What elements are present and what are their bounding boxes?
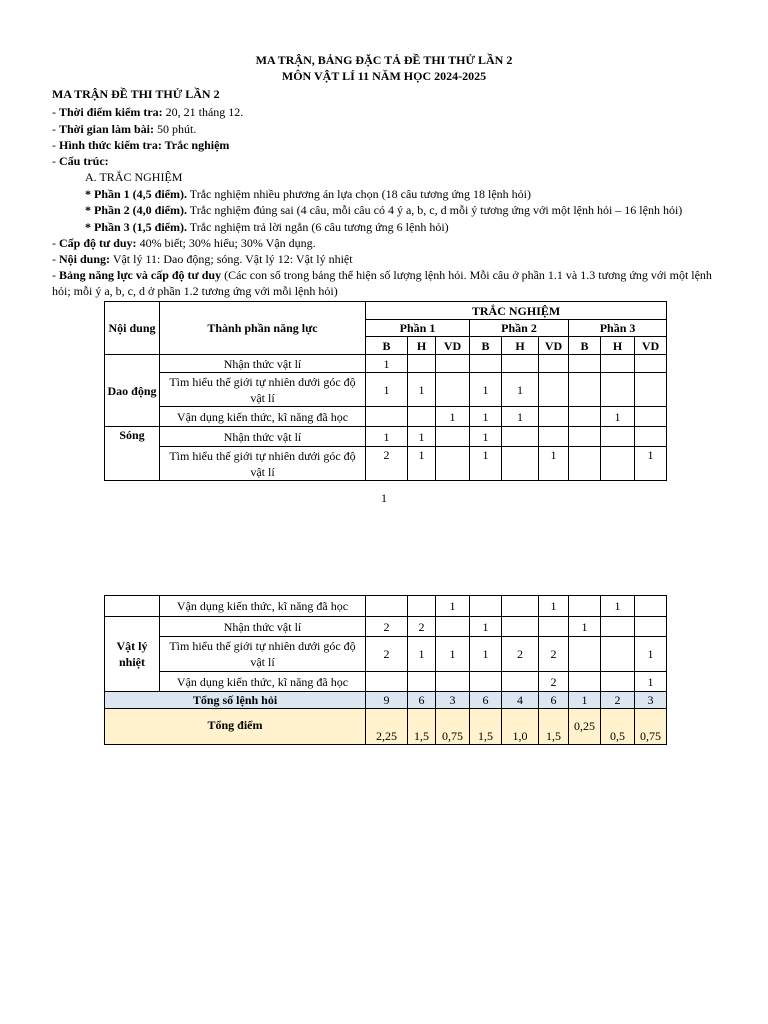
competency-label: Vận dụng kiến thức, kĩ năng đã học — [160, 672, 366, 692]
cell: 2 — [502, 637, 539, 672]
cell: 2 — [366, 617, 408, 637]
cell — [569, 355, 601, 373]
cell — [408, 407, 436, 427]
cell: 1 — [539, 596, 569, 617]
cell: 1 — [436, 596, 470, 617]
table-row — [105, 427, 667, 447]
sum-row — [105, 692, 667, 709]
header-phan1: Phần 1 — [366, 320, 470, 337]
sum-label: Tổng số lệnh hỏi — [105, 692, 366, 709]
cell — [601, 355, 635, 373]
cell: 1 — [408, 637, 436, 672]
topic-vatlynhiet: Vật lý nhiệt — [105, 617, 160, 692]
level-cell: H — [408, 337, 436, 355]
part-3: * Phần 3 (1,5 điểm). Trắc nghiệm trả lời ngắn (6 câu tương ứng 6 lệnh hỏi) — [85, 220, 449, 234]
sum-cell: 3 — [635, 692, 667, 709]
cell: 1 — [366, 355, 408, 373]
table-row — [105, 637, 667, 672]
level-cell: VD — [539, 337, 569, 355]
sum-cell: 1 — [569, 692, 601, 709]
total-cell: 1,0 — [502, 709, 539, 745]
cell: 2 — [366, 637, 408, 672]
level-cell: VD — [635, 337, 667, 355]
cell — [502, 672, 539, 692]
level-cell: B — [470, 337, 502, 355]
sum-cell: 6 — [408, 692, 436, 709]
level-cell: H — [502, 337, 539, 355]
header-tracnghiem: TRẮC NGHIỆM — [366, 302, 667, 320]
total-cell: 1,5 — [408, 709, 436, 745]
cell — [436, 447, 470, 481]
cell: 1 — [408, 427, 436, 447]
level-cell: B — [569, 337, 601, 355]
total-cell: 0,75 — [436, 709, 470, 745]
cell — [502, 355, 539, 373]
topic-song: Sóng — [105, 427, 160, 481]
cell: 2 — [539, 637, 569, 672]
header-phan2: Phần 2 — [470, 320, 569, 337]
matrix-table-part2 — [104, 595, 667, 745]
cell — [366, 407, 408, 427]
header-thanhphan: Thành phần năng lực — [160, 302, 366, 355]
sum-cell: 6 — [470, 692, 502, 709]
table-row — [105, 355, 667, 373]
competency-label: Nhận thức vật lí — [160, 355, 366, 373]
cell — [569, 637, 601, 672]
cell — [366, 672, 408, 692]
sum-cell: 6 — [539, 692, 569, 709]
competency-label: Nhận thức vật lí — [160, 427, 366, 447]
cell: 1 — [539, 447, 569, 481]
cell — [635, 427, 667, 447]
competency-label: Tìm hiểu thế giới tự nhiên dưới góc độ vật lí — [160, 447, 366, 481]
cell: 1 — [635, 447, 667, 481]
topic-daodong: Dao động — [105, 355, 160, 427]
cell: 1 — [436, 407, 470, 427]
cell — [635, 617, 667, 637]
cell: 1 — [408, 373, 436, 407]
total-label: Tổng điểm — [105, 709, 366, 745]
cell: 1 — [635, 637, 667, 672]
cell — [635, 407, 667, 427]
cell — [569, 373, 601, 407]
matrix-heading: MA TRẬN ĐỀ THI THỬ LẦN 2 — [52, 87, 220, 101]
thinking-level: - Cấp độ tư duy: 40% biết; 30% hiểu; 30% Vận dụng. — [52, 236, 316, 250]
page-number: 1 — [381, 491, 387, 505]
cell: 1 — [470, 637, 502, 672]
cell: 1 — [470, 617, 502, 637]
cell: 2 — [366, 447, 408, 481]
cell: 1 — [470, 427, 502, 447]
exam-time: - Thời điểm kiểm tra: 20, 21 tháng 12. — [52, 105, 244, 119]
cell — [436, 427, 470, 447]
cell — [569, 447, 601, 481]
doc-title-2: MÔN VẬT LÍ 11 NĂM HỌC 2024-2025 — [281, 69, 487, 83]
table-row — [105, 373, 667, 407]
level-cell: H — [601, 337, 635, 355]
total-cell: 0,25 — [569, 709, 601, 745]
total-cell: 0,5 — [601, 709, 635, 745]
competency-label: Tìm hiểu thế giới tự nhiên dưới góc độ vật lí — [160, 373, 366, 407]
cell — [408, 672, 436, 692]
matrix-table-part1 — [104, 301, 667, 481]
cell — [539, 407, 569, 427]
cell — [539, 617, 569, 637]
total-cell: 1,5 — [539, 709, 569, 745]
cell — [601, 427, 635, 447]
exam-form: - Hình thức kiểm tra: Trắc nghiệm — [52, 138, 230, 152]
level-cell: VD — [436, 337, 470, 355]
sum-cell: 9 — [366, 692, 408, 709]
cell — [502, 427, 539, 447]
section-a: A. TRẮC NGHIỆM — [85, 170, 183, 184]
cell — [366, 596, 408, 617]
competency-label: Nhận thức vật lí — [160, 617, 366, 637]
cell — [539, 355, 569, 373]
header-noidung: Nội dung — [105, 302, 160, 355]
cell — [569, 672, 601, 692]
exam-structure: - Cấu trúc: — [52, 154, 109, 168]
cell: 2 — [539, 672, 569, 692]
competency-label: Vận dụng kiến thức, kĩ năng đã học — [160, 407, 366, 427]
total-cell: 2,25 — [366, 709, 408, 745]
part-1: * Phần 1 (4,5 điểm). Trắc nghiệm nhiều phương án lựa chọn (18 câu tương ứng 18 lệnh hỏi) — [85, 187, 531, 201]
cell: 1 — [601, 596, 635, 617]
competency-label: Tìm hiểu thế giới tự nhiên dưới góc độ vật lí — [160, 637, 366, 672]
table-row — [105, 617, 667, 637]
exam-duration: - Thời gian làm bài: 50 phút. — [52, 122, 197, 136]
cell: 1 — [502, 373, 539, 407]
cell — [502, 596, 539, 617]
topic-empty — [105, 596, 160, 617]
table-row — [105, 672, 667, 692]
cell — [470, 596, 502, 617]
cell — [569, 407, 601, 427]
cell — [635, 596, 667, 617]
cell — [502, 617, 539, 637]
cell — [470, 672, 502, 692]
content: - Nội dung: Vật lý 11: Dao động; sóng. Vật lý 12: Vật lý nhiệt — [52, 252, 353, 266]
cell: 1 — [502, 407, 539, 427]
sum-cell: 3 — [436, 692, 470, 709]
sum-cell: 4 — [502, 692, 539, 709]
cell — [601, 637, 635, 672]
cell — [436, 617, 470, 637]
cell — [601, 672, 635, 692]
cell — [601, 617, 635, 637]
cell: 1 — [470, 373, 502, 407]
table-row — [105, 447, 667, 481]
cell — [635, 355, 667, 373]
doc-title-1: MA TRẬN, BẢNG ĐẶC TẢ ĐỀ THI THỬ LẦN 2 — [255, 53, 513, 67]
cell: 1 — [601, 407, 635, 427]
cell: 1 — [569, 617, 601, 637]
sum-cell: 2 — [601, 692, 635, 709]
cell — [601, 447, 635, 481]
cell: 1 — [470, 407, 502, 427]
cell: 1 — [470, 447, 502, 481]
cell — [502, 447, 539, 481]
cell: 1 — [635, 672, 667, 692]
part-2: * Phần 2 (4,0 điểm). Trắc nghiệm đúng sai (4 câu, mỗi câu có 4 ý a, b, c, d mỗi ý tương ứng với một lệnh hỏi – 16 lệnh hỏi) — [85, 203, 683, 217]
cell: 1 — [436, 637, 470, 672]
header-phan3: Phần 3 — [569, 320, 667, 337]
cell: 1 — [366, 427, 408, 447]
cell — [408, 596, 436, 617]
cell — [601, 373, 635, 407]
cell — [539, 427, 569, 447]
cell — [470, 355, 502, 373]
cell — [436, 355, 470, 373]
table-row — [105, 407, 667, 427]
cell — [569, 596, 601, 617]
cell — [408, 355, 436, 373]
level-cell: B — [366, 337, 408, 355]
cell — [635, 373, 667, 407]
cell — [569, 427, 601, 447]
table-row — [105, 596, 667, 617]
total-cell: 1,5 — [470, 709, 502, 745]
competency-label: Vận dụng kiến thức, kĩ năng đã học — [160, 596, 366, 617]
cell — [436, 373, 470, 407]
total-cell: 0,75 — [635, 709, 667, 745]
cell: 1 — [408, 447, 436, 481]
total-row — [105, 709, 667, 745]
table-description: - Bảng năng lực và cấp độ tư duy (Các con số trong bảng thể hiện số lượng lệnh hỏi. Mỗi câu ở phần 1.1 và 1.3 tương ứng với một lệnh hỏi; mỗi ý a, b, c, d ở phần 1.2 tương ứng với mỗi lệnh hỏi) — [52, 268, 712, 298]
cell: 1 — [366, 373, 408, 407]
cell — [539, 373, 569, 407]
cell: 2 — [408, 617, 436, 637]
cell — [436, 672, 470, 692]
